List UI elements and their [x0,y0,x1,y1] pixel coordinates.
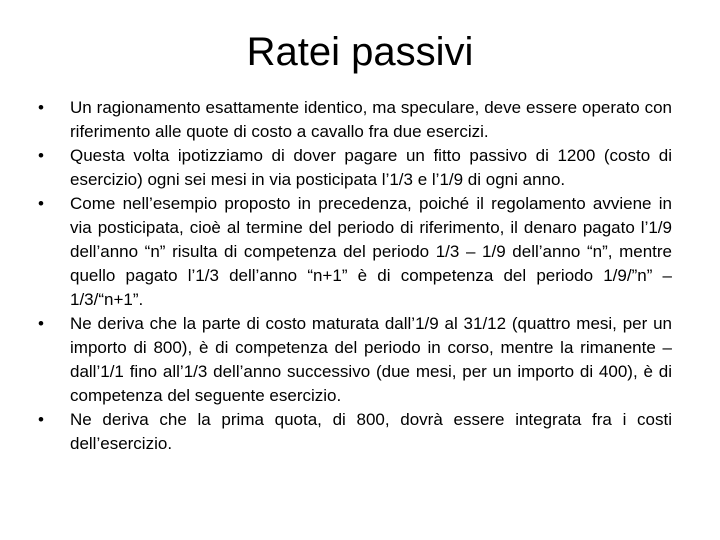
list-item [36,408,672,456]
bullet-text: Questa volta ipotizziamo di dover pagare un fitto passivo di 1200 (costo di esercizio) ogni sei mesi in via posticipata l’1/3 e l’1/9 di ogni anno. [70,146,672,189]
list-item [36,144,672,192]
bullet-icon: • [38,194,44,213]
list-item [36,96,672,144]
bullet-list [36,96,672,456]
bullet-text: Ne deriva che la prima quota, di 800, dovrà essere integrata fra i costi dell’esercizio. [70,410,672,453]
bullet-icon: • [38,410,44,429]
bullet-text: Come nell’esempio proposto in precedenza, poiché il regolamento avviene in via posticipata, cioè al termine del periodo di riferimento, il denaro pagato l’1/9 dell’anno “n” risulta di competenza del periodo 1/3 – 1/9 dell’anno “n”, mentre quello pagato l’1/3 dell’anno “n+1” è di competenza del periodo 1/9/”n” – 1/3/“n+1”. [70,194,672,309]
bullet-icon: • [38,314,44,333]
bullet-icon: • [38,146,44,165]
bullet-text: Ne deriva che la parte di costo maturata dall’1/9 al 31/12 (quattro mesi, per un importo di 800), è di competenza del periodo in corso, mentre la rimanente – dall’1/1 fino all’1/3 dell’anno successivo (due mesi, per un importo di 400), è di competenza del seguente esercizio. [70,314,672,405]
slide-title: Ratei passivi [246,30,474,74]
bullet-text: Un ragionamento esattamente identico, ma speculare, deve essere operato con riferimento alle quote di costo a cavallo fra due esercizi. [70,98,672,141]
list-item [36,192,672,312]
list-item [36,312,672,408]
bullet-icon: • [38,98,44,117]
